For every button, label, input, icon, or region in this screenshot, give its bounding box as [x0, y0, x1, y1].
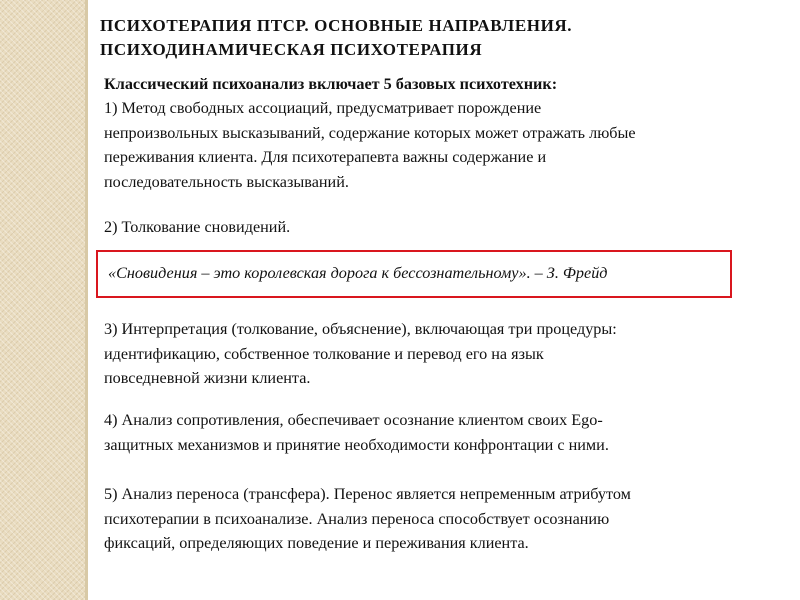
- list-item-line: психотерапии в психоанализе. Анализ переноса способствует осознанию: [104, 509, 610, 528]
- list-item-line: 2) Толкование сновидений.: [104, 218, 291, 236]
- list-item-line: переживания клиента. Для психотерапевта важны содержание и: [104, 148, 547, 166]
- list-item-line: непроизвольных высказываний, содержание которых может отражать любые: [104, 123, 636, 142]
- decorative-side-band: [0, 0, 88, 600]
- slide-title-line-2: ПСИХОДИНАМИЧЕСКАЯ ПСИХОТЕРАПИЯ: [100, 40, 483, 59]
- freud-quote-box: [96, 250, 732, 298]
- list-item-line: 5) Анализ переноса (трансфера). Перенос является непременным атрибутом: [104, 485, 631, 503]
- list-item-dream-interpretation: [104, 215, 774, 240]
- list-item-line: защитных механизмов и принятие необходимости конфронтации с ними.: [104, 435, 609, 454]
- slide-title: [100, 14, 780, 62]
- list-item-line: 4) Анализ сопротивления, обеспечивает осознание клиентом своих Ego-: [104, 411, 603, 429]
- list-item-free-association: [104, 96, 774, 194]
- list-item-line: 3) Интерпретация (толкование, объяснение), включающая три процедуры:: [104, 320, 617, 338]
- list-item-transference-analysis: [104, 482, 774, 556]
- list-item-line: последовательность высказываний.: [104, 172, 349, 191]
- list-item-line: идентификацию, собственное толкование и перевод его на язык: [104, 344, 544, 363]
- list-item-line: 1) Метод свободных ассоциаций, предусматривает порождение: [104, 99, 542, 117]
- intro-heading: [104, 72, 774, 97]
- list-item-line: повседневной жизни клиента.: [104, 369, 311, 387]
- intro-text: Классический психоанализ включает 5 базовых психотехник:: [104, 75, 558, 93]
- list-item-line: фиксаций, определяющих поведение и переживания клиента.: [104, 534, 529, 552]
- freud-quote-text: «Сновидения – это королевская дорога к бессознательному». – З. Фрейд: [108, 264, 608, 282]
- list-item-resistance-analysis: [104, 408, 774, 457]
- list-item-interpretation: [104, 317, 774, 391]
- slide-title-line-1: ПСИХОТЕРАПИЯ ПТСР. ОСНОВНЫЕ НАПРАВЛЕНИЯ.: [100, 16, 573, 35]
